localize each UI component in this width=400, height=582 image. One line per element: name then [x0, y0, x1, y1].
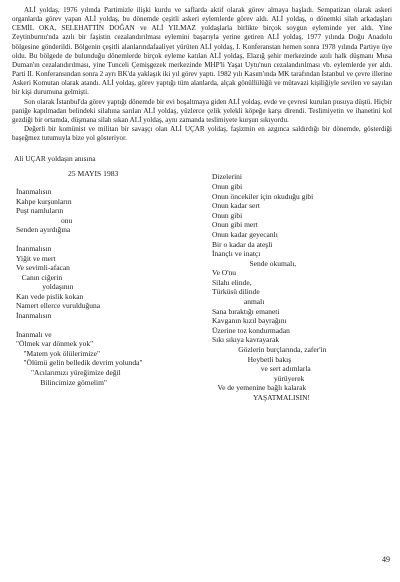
poem-line: Bilincimize gömelim" [16, 377, 107, 387]
poem-line: Senden ayırdığına [16, 225, 71, 235]
poem-left-column [16, 169, 191, 387]
poem-line: "Ölmek var dönmek yok" [16, 339, 94, 349]
poem-dedication: Ali UÇAR yoldaşın anısına [14, 154, 96, 164]
document-page [12, 6, 392, 440]
poem-line: Sana bıraktığı emaneti [212, 306, 280, 316]
poem-line: yürüyerek [212, 373, 305, 383]
poem-line: Ve sevimli-afacan [16, 263, 70, 273]
poem-line: "Ölümü gelin belledik devrim yolunda" [16, 358, 143, 368]
poem-line: Onun öncekiler için okuduğu gibi [212, 191, 314, 201]
poem-line: Türküsü dilinde [212, 287, 260, 297]
poem-line: "Acılarımızı yüreğimize değil [16, 368, 121, 378]
poem-line: Yiğit ve mert [16, 253, 56, 263]
poem-line: Gözlerin burçlarında, zafer'in [212, 345, 327, 355]
poem-date: 25 MAYIS 1983 [68, 169, 119, 179]
poem-line: İnanmalısın [16, 243, 52, 253]
poem-left-lines [16, 187, 191, 387]
poem-line: Sende okumalı, [212, 258, 297, 268]
poem-line: Kan vede pislik kokan [16, 291, 84, 301]
poem-line: Sıkı sıkıya kavrayarak [212, 335, 280, 345]
poem-line: Silahı elinde, [212, 277, 252, 287]
poem-line: İnanmalısın [16, 186, 52, 196]
poem-line: Kahpe kurşunların [16, 196, 72, 206]
stanza-break [16, 235, 191, 244]
biography-text [12, 6, 392, 143]
biography-paragraph-2: Son olarak İstanbul'da görev yaptığı dönemde bir evi boşaltmaya giden ALİ yoldaş, evde ve çevresi kurulan pusuya düştü. Hiçbir paniğe kapılmadan belindeki silahına sarılan ALİ yoldaş, yüzlerce çelik yelekli köpeğe karşı direndi. Teslimiyetin ve ihanetini kol gezdiği bir ortamda, düşmana silah sıkan ALİ yoldaş, aynı zamanda teslimiyete kurşun sıkıyordu. [12, 97, 392, 124]
poem-right-column [212, 169, 392, 402]
poem-line: İnanmalısın [16, 311, 52, 321]
poem-line: Namert ellerce vurulduğuna [16, 301, 101, 311]
poem-line: İnanmalı ve [16, 329, 52, 339]
poem-line: ve sert adımlarla [212, 364, 311, 374]
poem-line: "Matem yok ölülerimize" [16, 348, 101, 358]
poem-line: YAŞATMALISIN! [212, 393, 311, 402]
poem-line: Onun gibi mert [212, 220, 258, 230]
biography-paragraph-3: Değerli bir komünist ve militan bir savaşçı olan ALİ UÇAR yoldaş, faşizmin en azgınca saldırdığı bir dönemde, gösterdiği başeğmez tutumuyla bize yol gösteriyor. [12, 125, 392, 143]
poem-right-lines [212, 172, 392, 402]
poem-line: yoldaşının [16, 282, 74, 292]
page-number: 49 [382, 555, 390, 564]
poem-line: Onun kadar geyecanlı [212, 229, 278, 239]
poem-line: İnançlı ve inatçı [212, 249, 261, 259]
stanza-break [16, 321, 191, 330]
poem-line: Ve de yemenine bağlı kalarak [212, 383, 307, 393]
poem-line: Puşt namluların [16, 206, 64, 216]
poem-line: onu [16, 215, 73, 225]
poem-line: Ve O'nu [212, 268, 237, 278]
poem-line: Onun gibi [212, 181, 243, 191]
poem-line: Onun gibi [212, 210, 243, 220]
poem-line: Üzerine toz kondurmadan [212, 325, 290, 335]
poem-line: Canın ciğerin [16, 272, 63, 282]
poem-line: anmalı [212, 297, 265, 307]
poem-line: Onun kadar sert [212, 201, 260, 211]
memorial-poem [12, 165, 392, 440]
poem-line: Dizelerini [212, 172, 242, 182]
poem-line: Heybetli bakış [212, 354, 292, 364]
poem-line: Bir o kadar da ateşli [212, 239, 273, 249]
biography-paragraph-1: ALİ yoldaş, 1976 yılında Partimizle ilişki kurdu ve saflarda aktif olarak görev almaya başladı. Sempatizan olarak askeri organlarda görev yapan ALİ yoldaş, bu dönemde çeşitli askeri eylemlerde görev aldı. ALİ yoldaş, o dönemki silah arkadaşları CEMİL OKA, SELEHATTİN DOĞAN ve ALİ YILMAZ yoldaşlarla birlikte birçok soygun eyleminde yer aldı. Yine Zeytinburnu'nda azılı bir faşistin cezalandırılması eylemini başarıyla yerine getiren ALİ yoldaş, 1977 yılında Doğu Anadolu bölgesine gönderildi. Bölgenin çeşitli alanlarındafaaliyet yürüten ALİ yoldaş, I. Konferanstan hemen sonra 1978 yılında Partiye üye oldu. Bu bölgede de bulunduğu dönemlerde birçok eyleme katılan ALİ yoldaş, Elazığ şehir merkezinde azılı halk düşmanı Musa Duman'ın cezalandırılması, yine Tunceli Çemişgezek merkezinde MHP'li Yaşat Uytu'nun cezalandırılması vb. eylemlerde yer aldı. Parti II. Konferansından sonra 2 ayrı BK'da yaklaşık iki yıl görev yaptı. 1982 yılı Kasım'ında MK tarafından İstanbul ve çevre illerine Askeri Komutan olarak atandı. ALİ yoldaş, görev yaptığı tüm alanlarda, alçak gönüllülüğü ve mütavazi kişiliğiyle sevilen ve sayılan bir kişi durumuna gelmişti. [12, 6, 393, 97]
poem-line: Kavganın kızıl bayrağını [212, 316, 287, 326]
